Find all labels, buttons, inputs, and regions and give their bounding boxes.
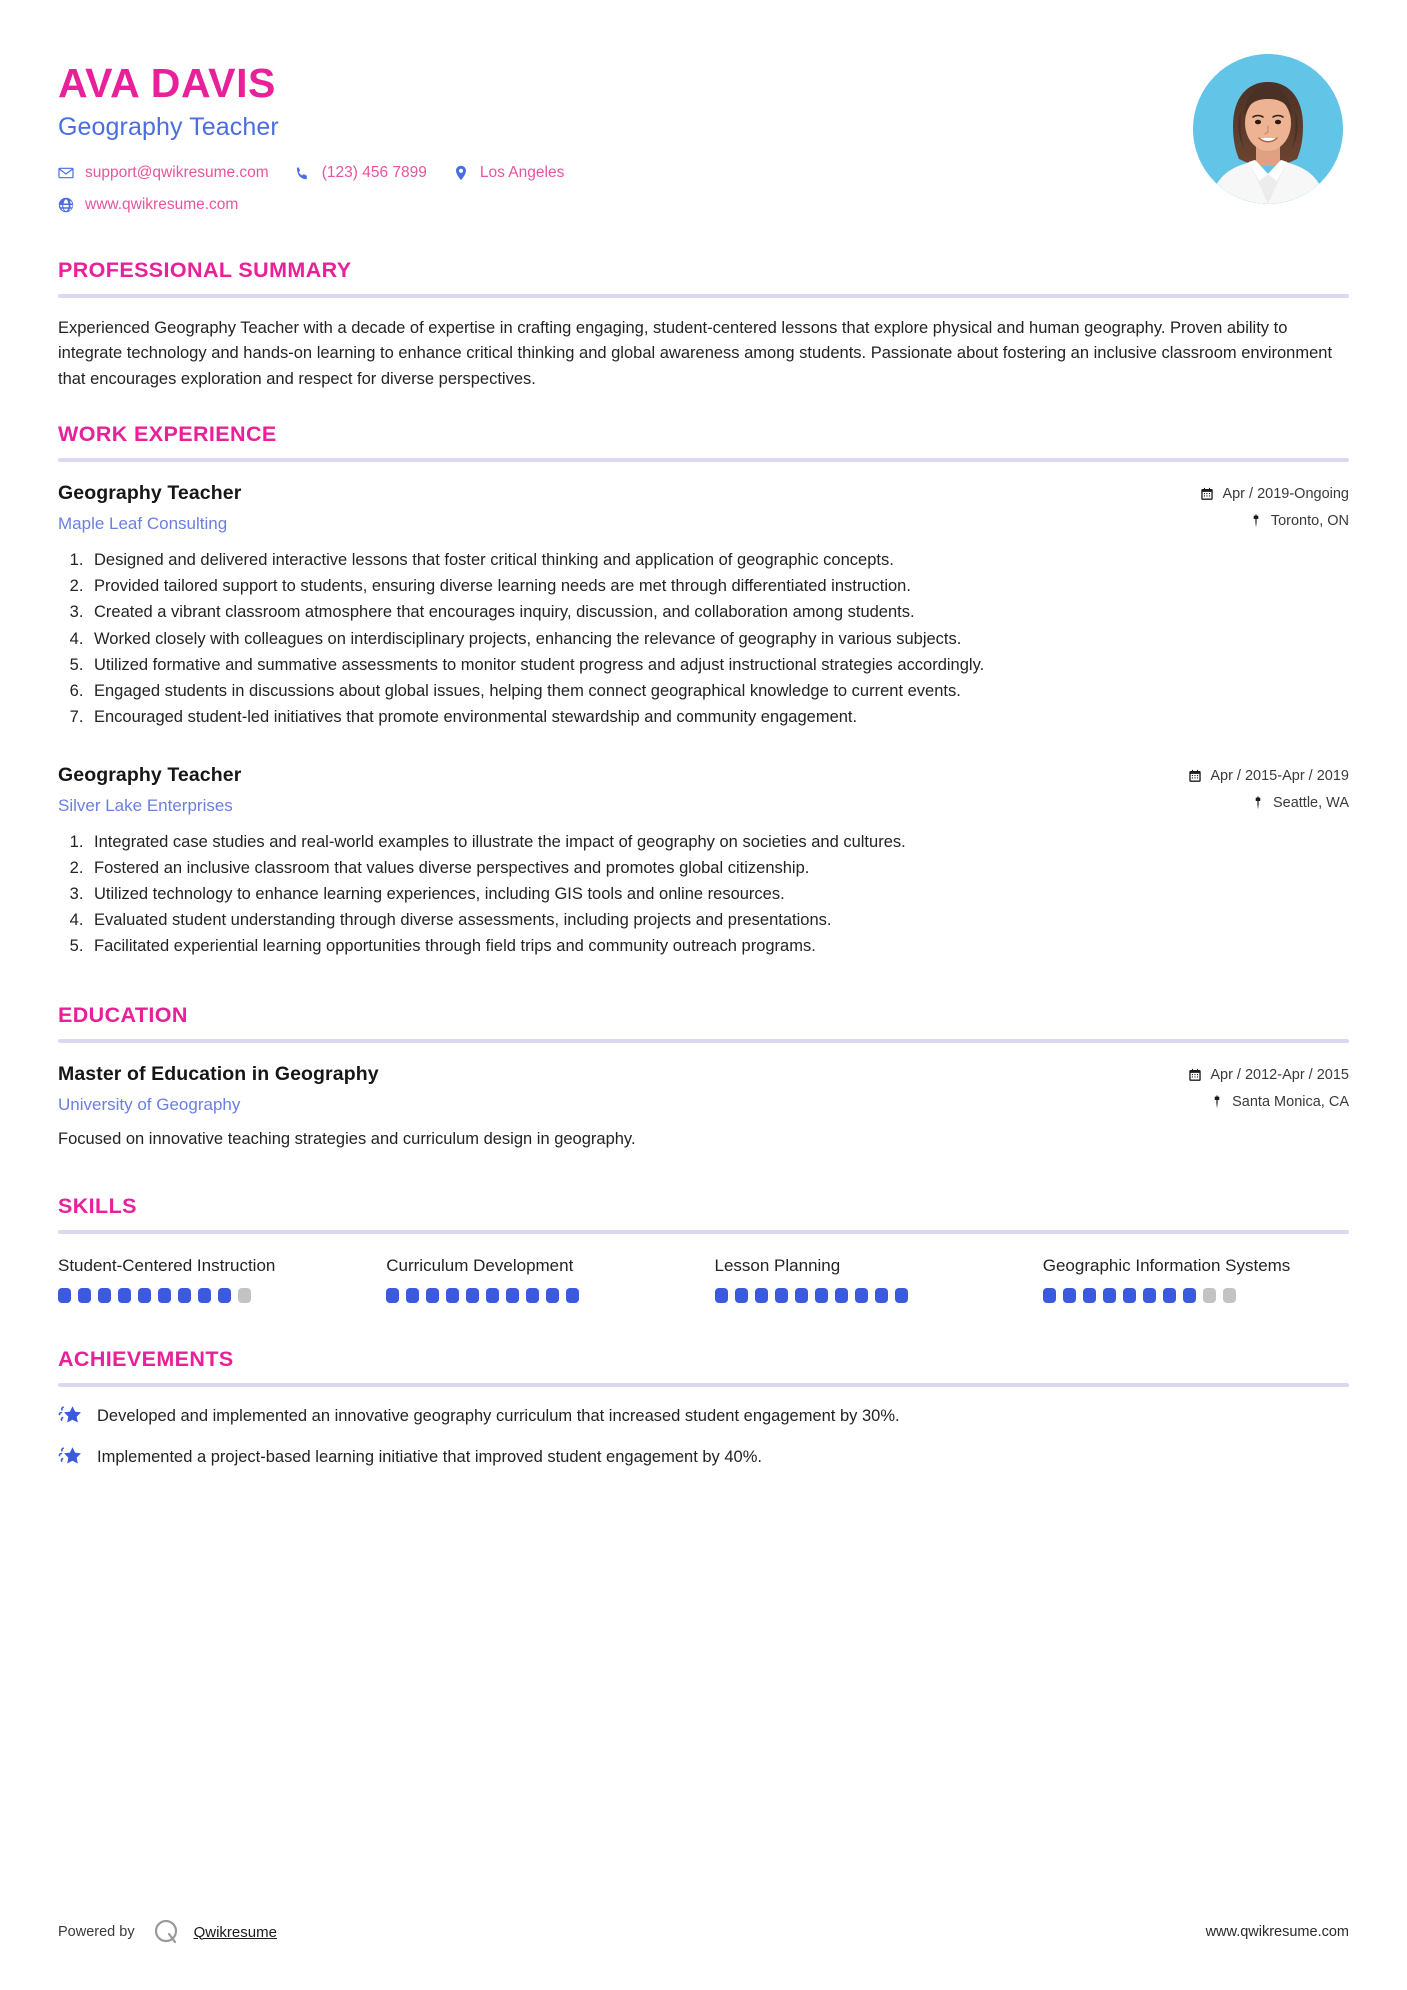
skills-grid — [58, 1254, 1349, 1303]
summary-text: Experienced Geography Teacher with a decade of expertise in crafting engaging, student-centered lessons that explore physical and human geography. Proven ability to integrate technology and hands-on learning to enhance critical thinking and global awareness among students. Passionate about fostering an inclusive classroom environment that encourages exploration and respect for diverse perspectives. — [58, 319, 1333, 388]
work-company: Silver Lake Enterprises — [58, 795, 233, 815]
skill-dot-filled — [755, 1288, 768, 1303]
skill-dot-empty — [238, 1288, 251, 1303]
skill-dot-filled — [546, 1288, 559, 1303]
work-location — [1200, 513, 1349, 529]
skill-dot-filled — [406, 1288, 419, 1303]
list-item: 4. Worked closely with colleagues on interdisciplinary projects, enhancing the relevance of geography in various subjects. — [88, 627, 1349, 652]
achievement-item — [58, 1446, 1349, 1470]
skill-rating — [58, 1288, 364, 1303]
skill-dot-empty — [1203, 1288, 1216, 1303]
list-item: 2. Provided tailored support to students, ensuring diverse learning needs are met through differentiated instruction. — [88, 574, 1349, 599]
work-entry-header — [58, 764, 1349, 816]
education-date-text: Apr / 2012-Apr / 2015 — [1210, 1067, 1349, 1084]
work-date — [1188, 768, 1349, 784]
skill-dot-filled — [178, 1288, 191, 1303]
work-bullets — [58, 548, 1349, 730]
skill-dot-filled — [566, 1288, 579, 1303]
skill-dot-filled — [1103, 1288, 1116, 1303]
profile-photo-illustration — [1193, 54, 1343, 204]
section-achievements — [58, 1347, 1349, 1470]
section-divider — [58, 1230, 1349, 1234]
skill-dot-filled — [855, 1288, 868, 1303]
section-title-skills: SKILLS — [58, 1193, 137, 1218]
section-work-experience — [58, 422, 1349, 959]
work-role: Geography Teacher — [58, 763, 242, 786]
achievement-text: Developed and implemented an innovative geography curriculum that increased student engagement by 30%. — [97, 1406, 900, 1425]
skill-dot-filled — [78, 1288, 91, 1303]
education-school: University of Geography — [58, 1095, 241, 1115]
section-skills — [58, 1194, 1349, 1303]
footer-url[interactable]: www.qwikresume.com — [1205, 1924, 1349, 1940]
skill-dot-filled — [1183, 1288, 1196, 1303]
skill-rating — [386, 1288, 692, 1303]
skill-dot-filled — [1143, 1288, 1156, 1303]
education-location-text: Santa Monica, CA — [1232, 1094, 1349, 1111]
avatar — [1193, 54, 1343, 204]
list-item: 3. Created a vibrant classroom atmosphere that encourages inquiry, discussion, and collaboration among students. — [88, 600, 1349, 625]
globe-icon — [58, 197, 74, 213]
skill-dot-filled — [466, 1288, 479, 1303]
contact-email-text: support@qwikresume.com — [85, 164, 269, 182]
list-item: 4. Evaluated student understanding through diverse assessments, including projects and presentations. — [88, 908, 1349, 933]
skill-dot-filled — [426, 1288, 439, 1303]
page-footer — [58, 1918, 1349, 1946]
section-professional-summary — [58, 258, 1349, 392]
skill-dot-filled — [1163, 1288, 1176, 1303]
education-date — [1188, 1067, 1349, 1083]
skill-dot-filled — [795, 1288, 808, 1303]
resume-header — [58, 48, 1349, 228]
skill-dot-filled — [895, 1288, 908, 1303]
work-entry — [58, 764, 1349, 959]
powered-by-label: Powered by — [58, 1924, 135, 1940]
calendar-icon — [1188, 1068, 1202, 1082]
work-entry-meta — [1200, 482, 1349, 529]
calendar-icon — [1200, 487, 1214, 501]
skill-dot-filled — [1123, 1288, 1136, 1303]
education-degree: Master of Education in Geography — [58, 1063, 379, 1086]
achievement-item — [58, 1405, 1349, 1429]
skill-dot-filled — [775, 1288, 788, 1303]
skill-dot-filled — [118, 1288, 131, 1303]
section-title-summary: PROFESSIONAL SUMMARY — [58, 258, 352, 283]
work-entry-left — [58, 482, 1200, 534]
list-item: 1. Integrated case studies and real-world examples to illustrate the impact of geography on societies and cultures. — [88, 830, 1349, 855]
skill-dot-filled — [98, 1288, 111, 1303]
list-item: 5. Facilitated experiential learning opportunities through field trips and community outreach programs. — [88, 934, 1349, 959]
work-date-text: Apr / 2015-Apr / 2019 — [1210, 767, 1349, 784]
skill-label: Curriculum Development — [386, 1255, 574, 1275]
work-company: Maple Leaf Consulting — [58, 514, 228, 534]
skill-dot-filled — [1063, 1288, 1076, 1303]
star-burst-icon — [58, 1446, 84, 1470]
skill-rating — [715, 1288, 1021, 1303]
list-item: 7. Encouraged student-led initiatives that promote environmental stewardship and community engagement. — [88, 705, 1349, 730]
skill-dot-filled — [506, 1288, 519, 1303]
skill-dot-filled — [486, 1288, 499, 1303]
achievements-list — [58, 1405, 1349, 1470]
education-entry-left — [58, 1063, 1188, 1115]
skill-dot-filled — [875, 1288, 888, 1303]
section-divider — [58, 458, 1349, 462]
section-divider — [58, 294, 1349, 298]
skill-item — [715, 1254, 1021, 1303]
skill-item — [1043, 1254, 1349, 1303]
contact-row-2 — [58, 196, 590, 214]
header-left — [58, 54, 590, 228]
work-location-text: Toronto, ON — [1270, 513, 1349, 530]
contact-email[interactable] — [58, 164, 269, 182]
star-burst-icon — [58, 1405, 84, 1429]
section-title-work: WORK EXPERIENCE — [58, 422, 277, 447]
contact-website[interactable] — [58, 196, 238, 214]
contact-phone[interactable] — [295, 164, 427, 182]
calendar-icon — [1188, 769, 1202, 783]
section-education — [58, 1003, 1349, 1152]
pin-icon — [1249, 514, 1263, 528]
skill-label: Geographic Information Systems — [1042, 1255, 1291, 1275]
skill-dot-filled — [715, 1288, 728, 1303]
education-entry-meta — [1188, 1063, 1349, 1110]
section-title-achievements: ACHIEVEMENTS — [58, 1346, 234, 1371]
education-description: Focused on innovative teaching strategies and curriculum design in geography. — [58, 1130, 636, 1149]
section-divider — [58, 1383, 1349, 1387]
pin-icon — [1251, 796, 1265, 810]
work-date-text: Apr / 2019-Ongoing — [1222, 486, 1349, 503]
skill-dot-filled — [526, 1288, 539, 1303]
list-item: 3. Utilized technology to enhance learning experiences, including GIS tools and online resources. — [88, 882, 1349, 907]
phone-icon — [295, 165, 311, 181]
skill-dot-filled — [138, 1288, 151, 1303]
skill-rating — [1043, 1288, 1349, 1303]
achievement-text: Implemented a project-based learning initiative that improved student engagement by 40%. — [97, 1447, 762, 1466]
envelope-icon — [58, 165, 74, 181]
skill-dot-filled — [835, 1288, 848, 1303]
education-entry — [58, 1063, 1349, 1152]
contact-location-text: Los Angeles — [479, 164, 565, 182]
skill-dot-filled — [386, 1288, 399, 1303]
skill-label: Lesson Planning — [714, 1255, 841, 1275]
education-location — [1188, 1094, 1349, 1110]
skill-item — [386, 1254, 692, 1303]
list-item: 1. Designed and delivered interactive lessons that foster critical thinking and application of geographic concepts. — [88, 548, 1349, 573]
skill-dot-filled — [1043, 1288, 1056, 1303]
contact-row-1 — [58, 164, 590, 182]
skill-dot-empty — [1223, 1288, 1236, 1303]
contact-block — [58, 164, 590, 214]
skill-dot-filled — [58, 1288, 71, 1303]
contact-location — [453, 164, 564, 182]
work-entry-header — [58, 482, 1349, 534]
list-item: 2. Fostered an inclusive classroom that values diverse perspectives and promotes global citizenship. — [88, 856, 1349, 881]
qwikresume-logo-icon — [153, 1918, 181, 1946]
skill-item — [58, 1254, 364, 1303]
section-title-education: EDUCATION — [58, 1003, 188, 1028]
list-item: 6. Engaged students in discussions about global issues, helping them connect geographical knowledge to current events. — [88, 679, 1349, 704]
work-bullets — [58, 830, 1349, 959]
skill-dot-filled — [735, 1288, 748, 1303]
skill-dot-filled — [218, 1288, 231, 1303]
contact-phone-text: (123) 456 7899 — [321, 164, 427, 182]
section-divider — [58, 1039, 1349, 1043]
education-entry-header — [58, 1063, 1349, 1115]
job-title: Geography Teacher — [58, 113, 279, 142]
skill-dot-filled — [815, 1288, 828, 1303]
work-role: Geography Teacher — [58, 482, 242, 505]
powered-by — [58, 1918, 277, 1946]
work-location — [1188, 795, 1349, 811]
list-item: 5. Utilized formative and summative assessments to monitor student progress and adjust instructional strategies accordingly. — [88, 653, 1349, 678]
work-entry-left — [58, 764, 1188, 816]
contact-website-text: www.qwikresume.com — [85, 196, 239, 214]
work-entry — [58, 482, 1349, 730]
work-location-text: Seattle, WA — [1272, 794, 1349, 811]
skill-dot-filled — [1083, 1288, 1096, 1303]
map-pin-icon — [453, 165, 469, 181]
work-date — [1200, 486, 1349, 502]
skill-dot-filled — [158, 1288, 171, 1303]
page-title: AVA DAVIS — [58, 60, 277, 106]
pin-icon — [1210, 1095, 1224, 1109]
skill-dot-filled — [446, 1288, 459, 1303]
skill-dot-filled — [198, 1288, 211, 1303]
work-entry-meta — [1188, 764, 1349, 811]
qwikresume-brand-link[interactable]: Qwikresume — [193, 1923, 277, 1941]
skill-label: Student-Centered Instruction — [58, 1255, 276, 1275]
